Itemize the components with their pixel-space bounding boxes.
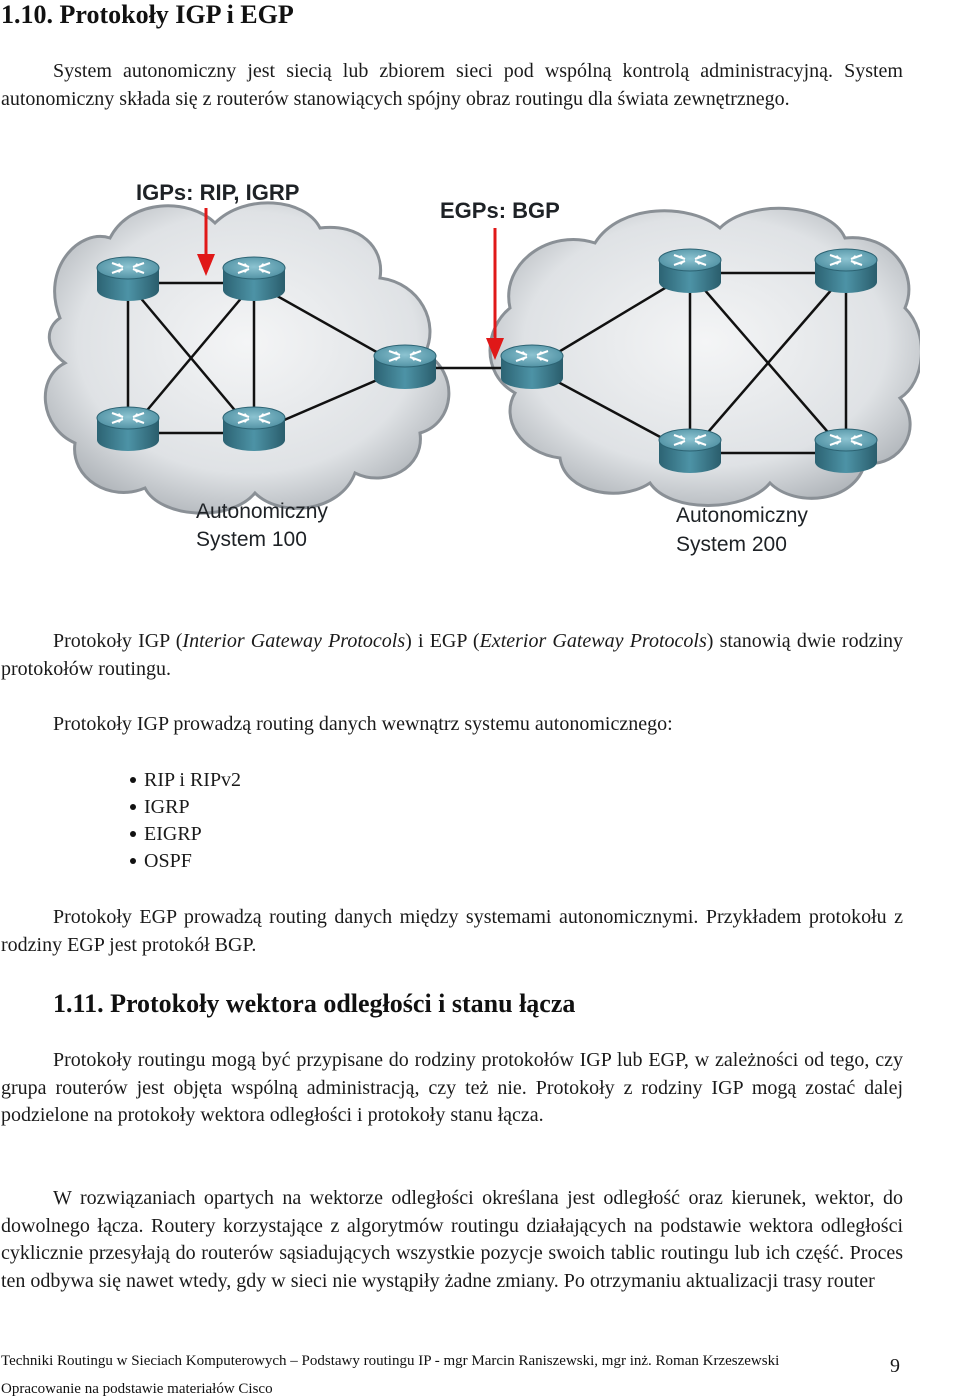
bullet-icon (130, 831, 136, 837)
page-number: 9 (890, 1355, 900, 1377)
footer-source: Opracowanie na podstawie materiałów Cisco (1, 1381, 273, 1397)
as200-label-line1: Autonomiczny (676, 504, 808, 527)
list-item: OSPF (130, 848, 241, 875)
section-heading-1-11: 1.11. Protokoły wektora odległości i stanu łącza (53, 989, 576, 1018)
router-as200-border (501, 345, 563, 389)
bullet-icon (130, 777, 136, 783)
egp-label: EGPs: BGP (440, 198, 560, 223)
as200-label-line2: System 200 (676, 533, 787, 556)
list-item: EIGRP (130, 821, 241, 848)
as-network-diagram (40, 168, 920, 580)
router-as100-bottom-right (223, 407, 285, 451)
paragraph-igp-intro: Protokoły IGP prowadzą routing danych wewnątrz systemu autonomicznego: (53, 713, 673, 735)
igp-protocol-list (130, 767, 241, 875)
router-as200-bottom-left (659, 429, 721, 473)
paragraph-igp-egp: Protokoły IGP (Interior Gateway Protocols) i EGP (Exterior Gateway Protocols) stanowią dwie rodziny protokołów routingu. (1, 630, 904, 680)
router-as100-border (374, 345, 436, 389)
router-as200-bottom-right (815, 429, 877, 473)
paragraph-egp: Protokoły EGP prowadzą routing danych między systemami autonomicznymi. Przykładem protokołu z rodziny EGP jest protokół BGP. (1, 906, 903, 956)
bullet-icon (130, 804, 136, 810)
section-heading-1-10: 1.10. Protokoły IGP i EGP (1, 0, 294, 29)
router-as100-bottom-left (97, 407, 159, 451)
router-as200-top-left (659, 249, 721, 293)
router-as200-top-right (815, 249, 877, 293)
list-item: IGRP (130, 794, 241, 821)
egp-arrow-icon (486, 228, 504, 360)
as100-label-line2: System 100 (196, 528, 307, 551)
router-as100-top-right (223, 257, 285, 301)
as100-label-line1: Autonomiczny (196, 500, 328, 523)
paragraph-distance-vector: W rozwiązaniach opartych na wektorze odległości określana jest odległość oraz kierunek, wektor, do dowolnego łącza. Routery korzystające z algorytmów routingu działających na podstawie wektora odległości cyklicznie przesyłają do routerów sąsiadujących wszystkie pozycje swoich tablic routingu lub ich część. Proces ten odbywa się nawet wtedy, gdy w sieci nie wystąpiły żadne zmiany. Po otrzymaniu aktualizacji trasy router (1, 1187, 903, 1292)
paragraph-as-definition: System autonomiczny jest siecią lub zbiorem sieci pod wspólną kontrolą administracyjną. System autonomiczny składa się z routerów stanowiących spójny obraz routingu dla świata zewnętrznego. (1, 60, 903, 110)
igp-label: IGPs: RIP, IGRP (136, 180, 300, 205)
bullet-icon (130, 858, 136, 864)
router-as100-top-left (97, 257, 159, 301)
paragraph-protocol-families: Protokoły routingu mogą być przypisane do rodziny protokołów IGP lub EGP, w zależności od tego, czy grupa routerów jest objęta wspólną administracją, czy też nie. Protokoły z rodziny IGP mogą zostać dalej podzielone na protokoły wektora odległości i protokoły stanu łącza. (1, 1049, 903, 1126)
list-item: RIP i RIPv2 (130, 767, 241, 794)
footer-title: Techniki Routingu w Sieciach Komputerowych – Podstawy routingu IP - mgr Marcin Raniszewski, mgr inż. Roman Krzeszewski (1, 1353, 780, 1369)
